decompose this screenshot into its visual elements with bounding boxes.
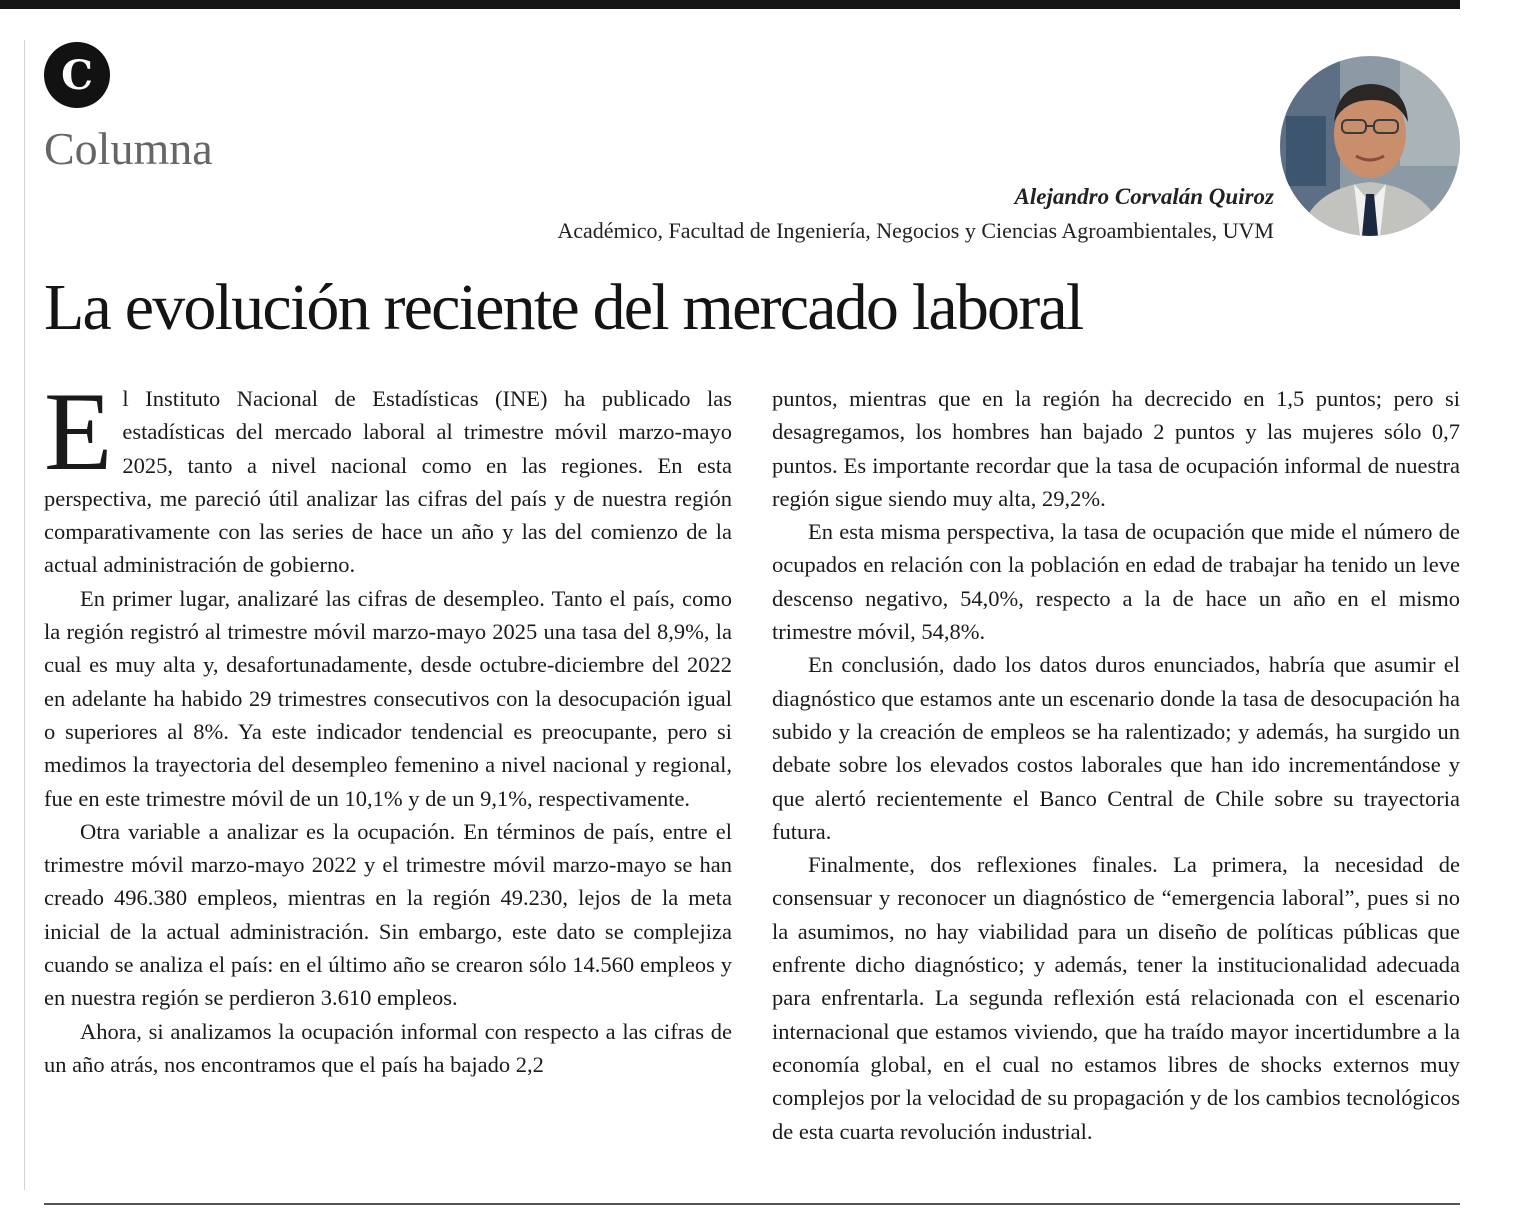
paragraph-1-text: l Instituto Nacional de Estadísticas (INE) ha publicado las estadísticas del mercado laboral al trimestre móvil marzo-mayo 2025, tanto a nivel nacional como en las regiones. En esta perspectiva, me pareció útil analizar las cifras del país y de nuestra región comparativamente con las series de hace un año y las del comienzo de la actual administración de gobierno. (44, 386, 732, 578)
top-rule (0, 0, 1460, 9)
section-label: Columna (44, 123, 213, 174)
paragraph-6: En esta misma perspectiva, la tasa de ocupación que mide el número de ocupados en relación con la población en edad de trabajar ha tenido un leve descenso negativo, 54,0%, respecto a la de hace un año en el mismo trimestre móvil, 54,8%. (772, 519, 1460, 645)
bottom-rule (44, 1203, 1460, 1205)
author-role: Académico, Facultad de Ingeniería, Negocios y Ciencias Agroambientales, UVM (557, 218, 1274, 243)
author-name: Alejandro Corvalán Quiroz (1014, 184, 1274, 209)
column-badge: C (44, 42, 110, 108)
paragraph-7: En conclusión, dado los datos duros enunciados, habría que asumir el diagnóstico que estamos ante un escenario donde la tasa de desocupación ha subido y la creación de empleos se ha ralentizado; y además, ha surgido un debate sobre los elevados costos laborales que han ido incrementándose y que alertó recientemente el Banco Central de Chile sobre su trayectoria futura. (772, 652, 1460, 844)
paragraph-4: Ahora, si analizamos la ocupación informal con respecto a las cifras de un año atrás, nos encontramos que el país ha bajado 2,2 (44, 1018, 732, 1077)
paragraph-2: En primer lugar, analizaré las cifras de desempleo. Tanto el país, como la región registró al trimestre móvil marzo-mayo 2025 una tasa del 8,9%, la cual es muy alta y, desafortunadamente, desde octubre-diciembre del 2022 en adelante ha habido 29 trimestres consecutivos con la desocupación igual o superiores al 8%. Ya este indicador tendencial es preocupante, pero si medimos la trayectoria del desempleo femenino a nivel nacional y regional, fue en este trimestre móvil de un 10,1% y de un 9,1%, respectivamente. (44, 585, 732, 811)
drop-cap: E (44, 370, 113, 494)
author-photo (1280, 56, 1460, 236)
article-column-left (44, 370, 732, 1081)
article-headline: La evolución reciente del mercado laboral (44, 271, 1083, 344)
article-column-right (772, 382, 1460, 1148)
paragraph-5: puntos, mientras que en la región ha decrecido en 1,5 puntos; pero si desagregamos, los hombres han bajado 2 puntos y las mujeres sólo 0,7 puntos. Es importante recordar que la tasa de ocupación informal de nuestra región sigue siendo muy alta, 29,2%. (772, 386, 1460, 511)
paragraph-1 (44, 370, 732, 582)
paragraph-3: Otra variable a analizar es la ocupación. En términos de país, entre el trimestre móvil marzo-mayo 2022 y el trimestre móvil marzo-mayo se han creado 496.380 empleos, mientras en la región 49.230, lejos de la meta inicial de la actual administración. Sin embargo, este dato se complejiza cuando se analiza el país: en el último año se crearon sólo 14.560 empleos y en nuestra región se perdieron 3.610 empleos. (44, 818, 732, 1011)
paragraph-8: Finalmente, dos reflexiones finales. La primera, la necesidad de consensuar y reconocer un diagnóstico de “emergencia laboral”, pues si no la asumimos, no hay viabilidad para un diseño de políticas públicas que enfrente dicho diagnóstico; y además, tener la institucionalidad adecuada para enfrentarla. La segunda reflexión está relacionada con el escenario internacional que estamos viviendo, que ha traído mayor incertidumbre a la economía global, en el cual no estamos libres de shocks externos muy complejos por la velocidad de su propagación y de los cambios tecnológicos de esta cuarta revolución industrial. (772, 852, 1460, 1144)
left-margin-rule (24, 40, 25, 1190)
